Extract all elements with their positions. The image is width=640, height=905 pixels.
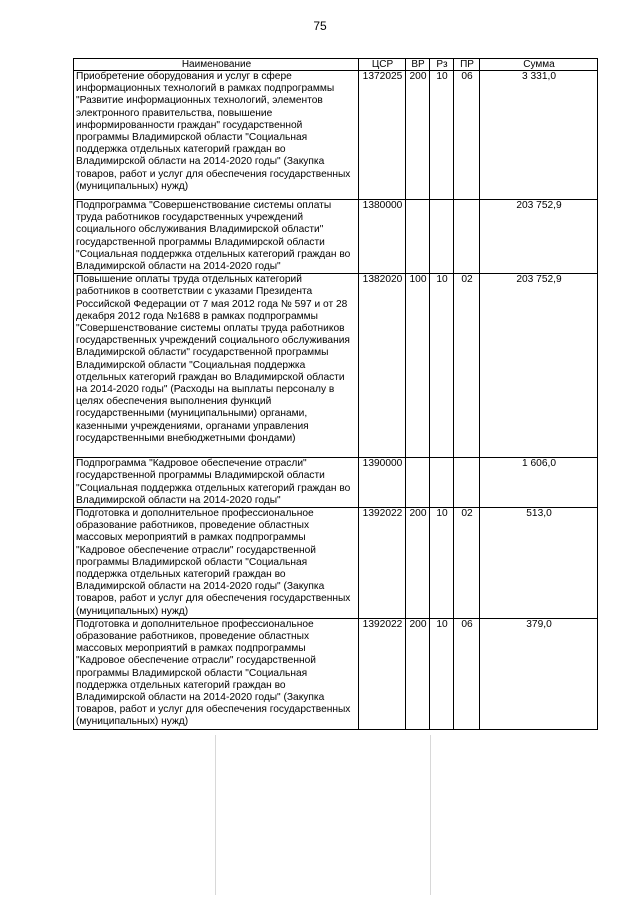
table-row <box>74 458 598 508</box>
row-rz <box>430 200 454 274</box>
row-vr <box>406 200 430 274</box>
row-sum: 513,0 <box>480 508 598 619</box>
row-name: Подпрограмма "Кадровое обеспечение отрасли" государственной программы Владимирской области "Социальная поддержка отдельных категорий граждан во Владимирской области на 2014-2020 годы" <box>74 458 359 508</box>
row-rz: 10 <box>430 71 454 200</box>
page-number: 75 <box>313 19 327 33</box>
row-sum: 3 331,0 <box>480 71 598 200</box>
row-csr: 1380000 <box>359 200 406 274</box>
row-rz <box>430 458 454 508</box>
header-pr: ПР <box>454 59 480 71</box>
row-csr: 1392022 <box>359 508 406 619</box>
scan-artifact-line <box>215 735 216 895</box>
row-name: Повышение оплаты труда отдельных категорий работников в соответствии с указами Президента Российской Федерации от 7 мая 2012 года № 597 и от 28 декабря 2012 года №1688 в рамках подпрограммы "Совершенствование системы оплаты труда работников государственных учреждений социального обслуживания Владимирской области" государственной программы Владимирской области "Социальная поддержка отдельных категорий граждан во Владимирской области на 2014-2020 годы" (Расходы на выплаты персоналу в целях обеспечения выполнения функций государственными (муниципальными) органами, казенными учреждениями, органами управления государственными внебюджетными фондами) <box>74 274 359 458</box>
row-name: Подготовка и дополнительное профессиональное образование работников, проведение областных массовых мероприятий в рамках подпрограммы "Кадровое обеспечение отрасли" государственной программы Владимирской области "Социальная поддержка отдельных категорий граждан во Владимирской области на 2014-2020 годы" (Закупка товаров, работ и услуг для обеспечения государственных (муниципальных) нужд) <box>74 618 359 729</box>
table-header-row <box>74 59 598 71</box>
scan-artifact-line <box>430 735 431 895</box>
row-vr: 200 <box>406 71 430 200</box>
row-csr: 1390000 <box>359 458 406 508</box>
budget-table <box>73 58 598 730</box>
row-rz: 10 <box>430 618 454 729</box>
row-vr: 200 <box>406 618 430 729</box>
row-name: Подпрограмма "Совершенствование системы оплаты труда работников государственных учреждений социального обслуживания Владимирской области" государственной программы Владимирской области "Социальная поддержка отдельных категорий граждан во Владимирской области на 2014-2020 годы" <box>74 200 359 274</box>
header-csr: ЦСР <box>359 59 406 71</box>
table-row <box>74 618 598 729</box>
row-vr: 100 <box>406 274 430 458</box>
row-name: Подготовка и дополнительное профессиональное образование работников, проведение областных массовых мероприятий в рамках подпрограммы "Кадровое обеспечение отрасли" государственной программы Владимирской области "Социальная поддержка отдельных категорий граждан во Владимирской области на 2014-2020 годы" (Закупка товаров, работ и услуг для обеспечения государственных (муниципальных) нужд) <box>74 508 359 619</box>
table-row <box>74 274 598 458</box>
row-sum: 379,0 <box>480 618 598 729</box>
row-pr: 02 <box>454 508 480 619</box>
row-sum: 203 752,9 <box>480 200 598 274</box>
table-row <box>74 71 598 200</box>
row-sum: 203 752,9 <box>480 274 598 458</box>
header-sum: Сумма <box>480 59 598 71</box>
header-vr: ВР <box>406 59 430 71</box>
row-pr <box>454 200 480 274</box>
row-sum: 1 606,0 <box>480 458 598 508</box>
row-rz: 10 <box>430 274 454 458</box>
header-name: Наименование <box>74 59 359 71</box>
row-name: Приобретение оборудования и услуг в сфере информационных технологий в рамках подпрограммы "Развитие информационных технологий, элементов электронного правительства, повышение информированности граждан" государственной программы Владимирской области "Социальная поддержка отдельных категорий граждан во Владимирской области на 2014-2020 годы" (Закупка товаров, работ и услуг для обеспечения государственных (муниципальных) нужд) <box>74 71 359 200</box>
row-pr <box>454 458 480 508</box>
row-csr: 1372025 <box>359 71 406 200</box>
row-csr: 1392022 <box>359 618 406 729</box>
row-pr: 06 <box>454 71 480 200</box>
row-vr: 200 <box>406 508 430 619</box>
table-row <box>74 508 598 619</box>
row-pr: 02 <box>454 274 480 458</box>
row-csr: 1382020 <box>359 274 406 458</box>
row-vr <box>406 458 430 508</box>
header-rz: Рз <box>430 59 454 71</box>
table-row <box>74 200 598 274</box>
row-pr: 06 <box>454 618 480 729</box>
row-rz: 10 <box>430 508 454 619</box>
